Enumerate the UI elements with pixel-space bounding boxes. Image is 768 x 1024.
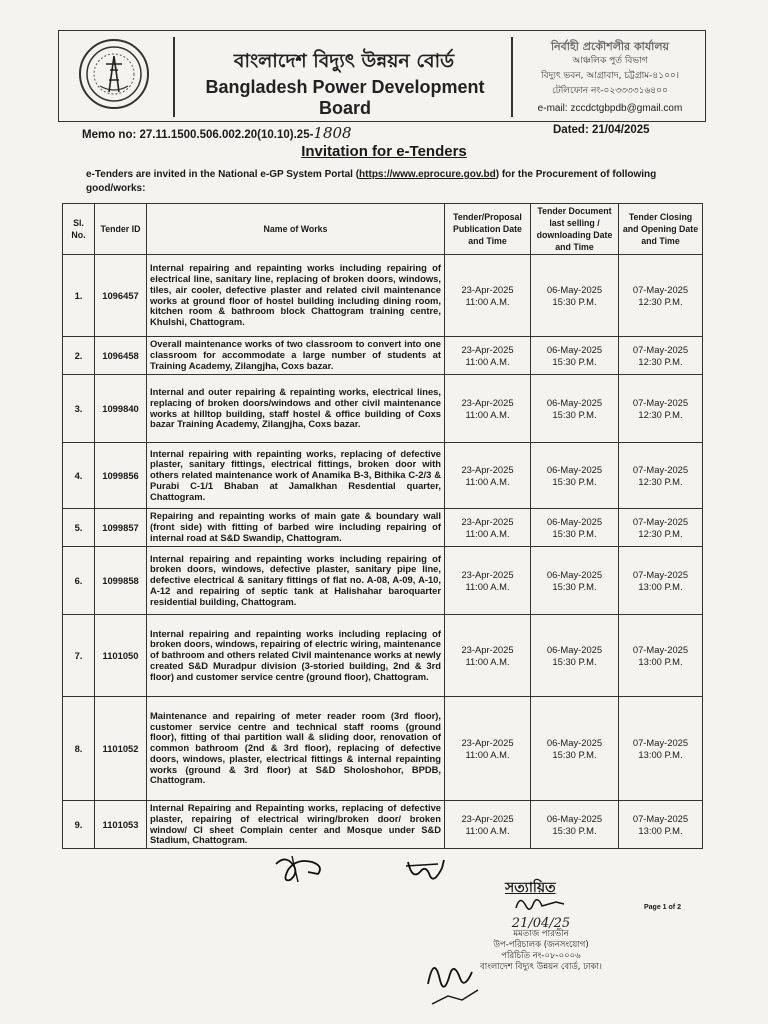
time-value: 11:00 A.M.: [465, 580, 510, 592]
cell-publication: [445, 443, 531, 509]
time-value: 15:30 P.M.: [552, 475, 597, 487]
date-value: 23-Apr-2025: [461, 736, 514, 748]
table-row: [63, 255, 703, 337]
time-value: 11:00 A.M.: [465, 824, 510, 836]
date-value: 23-Apr-2025: [461, 463, 514, 475]
date-value: 07-May-2025: [632, 643, 689, 655]
office-line: নির্বাহী প্রকৌশলীর কার্যালয়: [550, 40, 670, 53]
cell-works: Internal and outer repairing & repainting works, electrical lines, replacing of broken doors/windows and other civil maintenance works at hilltop building, staff hostel & office building of Coxs bazar Training Academy, Zilangjha, Coxs bazar.: [147, 375, 445, 443]
cell-tender-id: 1101052: [95, 697, 147, 801]
cell-doc-selling: [531, 375, 619, 443]
cell-works: Maintenance and repairing of meter reader room (3rd floor), customer service centre and technical staff rooms (ground floor), fitting of thai partition wall & sliding door, renovation of common bathroom (2nd & 3rd floor), replacing of defective doors, windows, plaster, electrical fittings & internal repainting works (ground & 3rd floor) at S&D Sholoshohor, BPDB, Chattogram.: [147, 697, 445, 801]
col-header-publication: Tender/Proposal Publication Date and Time: [445, 204, 531, 255]
cell-publication: [445, 697, 531, 801]
date-value: 23-Apr-2025: [461, 515, 514, 527]
cell-works: Internal repairing and repainting works including repairing of broken doors, windows, defective plaster, sanitary pipe line, defective electrical & sanitary fittings of flat no. A-08, A-09, A-10, A-12 and repairing of septic tank at Halishahar baroquarter residential building, Chattogram.: [147, 547, 445, 615]
cell-tender-id: 1099857: [95, 509, 147, 547]
date-value: 07-May-2025: [632, 812, 689, 824]
office-line: টেলিফোন নং-০২৩৩৩৩১৬৪০০: [552, 86, 668, 96]
bengali-org-title: বাংলাদেশ বিদ্যুৎ উন্নয়ন বোর্ড: [233, 50, 455, 72]
time-value: 13:00 P.M.: [638, 580, 683, 592]
cell-sl: 5.: [63, 509, 95, 547]
col-header-works: Name of Works: [147, 204, 445, 255]
cell-tender-id: 1099856: [95, 443, 147, 509]
cell-doc-selling: [531, 509, 619, 547]
cell-doc-selling: [531, 255, 619, 337]
cell-closing: [619, 547, 703, 615]
cell-closing: [619, 801, 703, 849]
cell-closing: [619, 443, 703, 509]
cell-tender-id: 1101050: [95, 615, 147, 697]
cell-doc-selling: [531, 443, 619, 509]
cell-sl: 1.: [63, 255, 95, 337]
signature-image: [512, 892, 568, 916]
cell-tender-id: 1101053: [95, 801, 147, 849]
time-value: 15:30 P.M.: [552, 295, 597, 307]
stamp-handwritten-date: 21/04/25: [511, 916, 571, 931]
memo-date: Dated: 21/04/2025: [553, 124, 650, 136]
intro-text: e-Tenders are invited in the National e-GP System Portal (: [86, 169, 360, 180]
table-row: [63, 801, 703, 849]
bpdb-logo-icon: [79, 39, 149, 109]
time-value: 11:00 A.M.: [465, 355, 510, 367]
signature-image: [404, 856, 448, 886]
cell-works: Repairing and repainting works of main gate & boundary wall (front side) with fitting of barbed wire including repairing of internal road at S&D Swandip, Chattogram.: [147, 509, 445, 547]
date-value: 07-May-2025: [632, 283, 689, 295]
cell-doc-selling: [531, 337, 619, 375]
cell-doc-selling: [531, 801, 619, 849]
cell-publication: [445, 801, 531, 849]
time-value: 15:30 P.M.: [552, 655, 597, 667]
signature-image: [418, 944, 508, 1008]
time-value: 15:30 P.M.: [552, 408, 597, 420]
time-value: 11:00 A.M.: [465, 748, 510, 760]
date-value: 06-May-2025: [546, 568, 603, 580]
cell-sl: 4.: [63, 443, 95, 509]
office-email: e-mail: zccdctgbpdb@gmail.com: [537, 103, 683, 114]
cell-sl: 7.: [63, 615, 95, 697]
time-value: 15:30 P.M.: [552, 824, 597, 836]
table-header-row: [63, 204, 703, 255]
date-value: 23-Apr-2025: [461, 283, 514, 295]
intro-paragraph: [86, 168, 706, 196]
date-value: 23-Apr-2025: [461, 812, 514, 824]
office-line: বিদ্যুৎ ভবন, আগ্রাবাদ, চট্টগ্রাম-৪১০০।: [540, 71, 680, 81]
table-row: [63, 615, 703, 697]
tender-table: [62, 203, 703, 849]
intro-text: ) for the Procurement of following good/works:: [86, 169, 657, 194]
page-number: Page 1 of 2: [644, 904, 681, 911]
cell-publication: [445, 547, 531, 615]
cell-closing: [619, 375, 703, 443]
header-divider: [173, 37, 175, 117]
cell-sl: 8.: [63, 697, 95, 801]
date-value: 07-May-2025: [632, 396, 689, 408]
time-value: 15:30 P.M.: [552, 580, 597, 592]
date-value: 23-Apr-2025: [461, 643, 514, 655]
date-value: 23-Apr-2025: [461, 568, 514, 580]
time-value: 12:30 P.M.: [638, 527, 683, 539]
time-value: 12:30 P.M.: [638, 295, 683, 307]
cell-sl: 3.: [63, 375, 95, 443]
cell-doc-selling: [531, 615, 619, 697]
date-value: 06-May-2025: [546, 643, 603, 655]
date-value: 06-May-2025: [546, 283, 603, 295]
document-title: Invitation for e-Tenders: [301, 143, 467, 160]
cell-tender-id: 1099840: [95, 375, 147, 443]
stamp-line: বাংলাদেশ বিদ্যুৎ উন্নয়ন বোর্ড, ঢাকা।: [480, 962, 602, 972]
table-row: [63, 443, 703, 509]
date-value: 06-May-2025: [546, 343, 603, 355]
date-value: 07-May-2025: [632, 568, 689, 580]
cell-publication: [445, 615, 531, 697]
col-header-doc-selling: Tender Document last selling / downloading Date and Time: [531, 204, 619, 255]
time-value: 12:30 P.M.: [638, 475, 683, 487]
time-value: 11:00 A.M.: [465, 475, 510, 487]
time-value: 15:30 P.M.: [552, 748, 597, 760]
date-value: 06-May-2025: [546, 515, 603, 527]
cell-tender-id: 1096458: [95, 337, 147, 375]
time-value: 13:00 P.M.: [638, 824, 683, 836]
cell-doc-selling: [531, 547, 619, 615]
table-row: [63, 547, 703, 615]
cell-closing: [619, 255, 703, 337]
time-value: 11:00 A.M.: [465, 295, 510, 307]
col-header-closing: Tender Closing and Opening Date and Time: [619, 204, 703, 255]
cell-publication: [445, 255, 531, 337]
date-value: 06-May-2025: [546, 463, 603, 475]
cell-publication: [445, 337, 531, 375]
cell-doc-selling: [531, 697, 619, 801]
table-row: [63, 337, 703, 375]
col-header-tender-id: Tender ID: [95, 204, 147, 255]
time-value: 13:00 P.M.: [638, 748, 683, 760]
signature-image: [272, 852, 332, 886]
time-value: 15:30 P.M.: [552, 527, 597, 539]
time-value: 13:00 P.M.: [638, 655, 683, 667]
date-value: 07-May-2025: [632, 463, 689, 475]
stamp-line: উপ-পরিচালক (জনসংযোগ): [493, 940, 589, 950]
memo-label: Memo no: 27.11.1500.506.002.20(10.10).25-: [82, 129, 314, 141]
time-value: 11:00 A.M.: [465, 408, 510, 420]
cell-tender-id: 1096457: [95, 255, 147, 337]
cell-closing: [619, 697, 703, 801]
stamp-line: পরিচিতি নং-০৮-০০০৬: [501, 951, 581, 961]
cell-publication: [445, 509, 531, 547]
egp-portal-link[interactable]: https://www.eprocure.gov.bd: [359, 169, 496, 180]
cell-tender-id: 1099858: [95, 547, 147, 615]
date-value: 07-May-2025: [632, 343, 689, 355]
col-header-sl: Sl. No.: [63, 204, 95, 255]
cell-sl: 6.: [63, 547, 95, 615]
date-value: 23-Apr-2025: [461, 343, 514, 355]
date-value: 07-May-2025: [632, 515, 689, 527]
header-divider: [511, 37, 513, 117]
cell-closing: [619, 615, 703, 697]
cell-publication: [445, 375, 531, 443]
memo-handwritten-number: 1808: [313, 124, 352, 142]
time-value: 12:30 P.M.: [638, 355, 683, 367]
time-value: 11:00 A.M.: [465, 655, 510, 667]
date-value: 06-May-2025: [546, 812, 603, 824]
cell-sl: 2.: [63, 337, 95, 375]
cell-sl: 9.: [63, 801, 95, 849]
table-row: [63, 697, 703, 801]
cell-works: Overall maintenance works of two classroom to convert into one classroom for accommodate a large number of students at Training Academy, Zilangjha, Coxs bazar.: [147, 337, 445, 375]
memo-number: [82, 124, 352, 142]
cell-closing: [619, 509, 703, 547]
date-value: 06-May-2025: [546, 736, 603, 748]
letterhead: [58, 30, 706, 122]
cell-works: Internal repairing and repainting works including repairing of electrical line, sanitary line, replacing of broken doors, windows, tiles, air cooler, defective plaster and related civil maintenance works at ground floor of hostel building including dining room, kitchen room & bathroom block Chattogram training centre, Khulshi, Chattogram.: [147, 255, 445, 337]
time-value: 12:30 P.M.: [638, 408, 683, 420]
cell-works: Internal repairing with repainting works, replacing of defective plaster, sanitary fittings, electrical fittings, broken door with others related maintenance work of Anamika B-3, Bithika C-2/3 & Purabi C-1/1 Bhaban at Jamalkhan Resdential quarter, Chattogram.: [147, 443, 445, 509]
table-row: [63, 375, 703, 443]
cell-works: Internal repairing and repainting works including replacing of broken doors, windows, repairing of electric wiring, maintenance of bathroom and others related Civil maintenance works at newly created S&D Muradpur division (3-storied building, 2nd & 3rd floor) and customer service centre (ground floor), Chattogram.: [147, 615, 445, 697]
time-value: 11:00 A.M.: [465, 527, 510, 539]
cell-works: Internal Repairing and Repainting works, replacing of defective plaster, repairing of electrical wiring/broken door/ broken window/ CI sheet Complain center and Mosque under S&D Stadium, Chattogram.: [147, 801, 445, 849]
date-value: 06-May-2025: [546, 396, 603, 408]
stamp-line: মমতাজ পারভীন: [513, 929, 569, 939]
date-value: 07-May-2025: [632, 736, 689, 748]
office-address: [517, 39, 703, 117]
attested-label: সত্যায়িত: [505, 880, 556, 896]
english-org-title: Bangladesh Power Development Board: [205, 77, 485, 118]
office-line: আঞ্চলিক পুর্ত বিভাগ: [572, 56, 648, 66]
table-row: [63, 509, 703, 547]
date-value: 23-Apr-2025: [461, 396, 514, 408]
time-value: 15:30 P.M.: [552, 355, 597, 367]
cell-closing: [619, 337, 703, 375]
